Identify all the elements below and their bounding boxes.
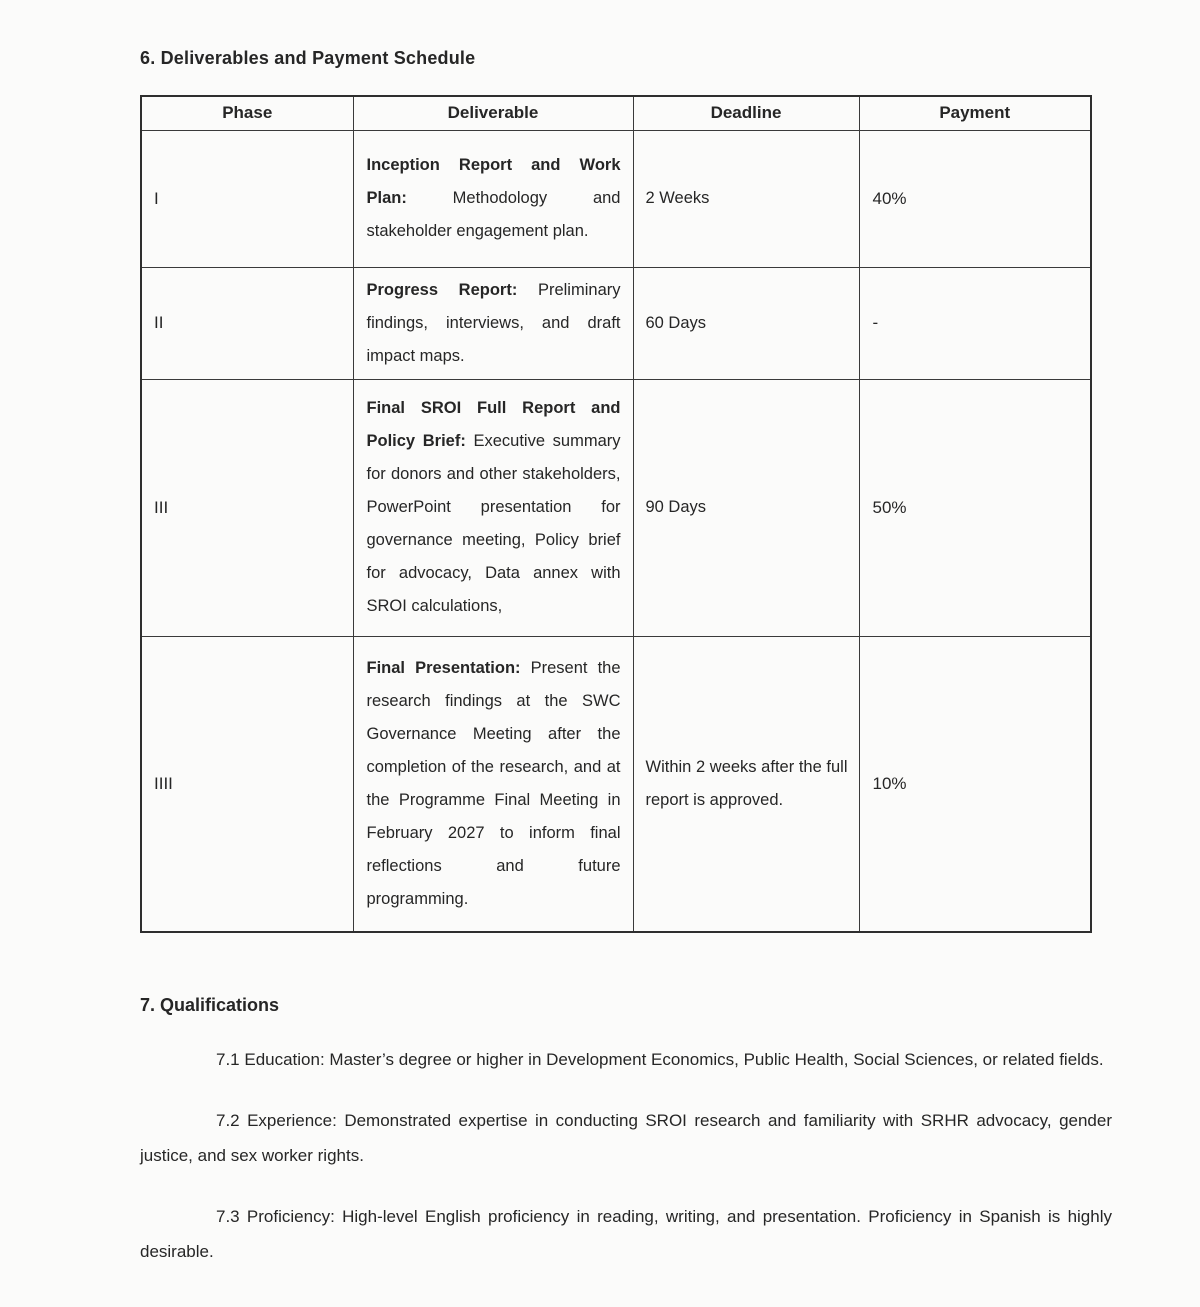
table-header-row: [141, 96, 1091, 130]
deadline-cell: 90 Days: [633, 379, 859, 636]
deliverable-title: Inception Report and Work Plan:: [366, 156, 621, 207]
phase-cell: III: [141, 379, 353, 636]
deliverable-description: Executive summary for donors and other stakeholders, PowerPoint presentation for governance meeting, Policy brief for advocacy, Data annex with SROI calculations,: [366, 432, 621, 615]
column-header-deadline: Deadline: [633, 96, 859, 130]
deliverable-description: Present the research findings at the SWC Governance Meeting after the completion of the research, and at the Programme Final Meeting in February 2027 to inform final reflections and future programming.: [366, 658, 621, 908]
qualification-experience: 7.2 Experience: Demonstrated expertise in conducting SROI research and familiarity with SRHR advocacy, gender justice, and sex worker rights.: [140, 1111, 1112, 1165]
qualification-proficiency: 7.3 Proficiency: High-level English proficiency in reading, writing, and presentation. Proficiency in Spanish is highly desirable.: [140, 1207, 1112, 1261]
deliverable-cell: [353, 267, 633, 379]
table-row-phase-2: [141, 267, 1091, 379]
deadline-cell: Within 2 weeks after the full report is approved.: [633, 636, 859, 932]
qualification-education: 7.1 Education: Master’s degree or higher in Development Economics, Public Health, Social Sciences, or related fields.: [216, 1050, 1104, 1069]
table-row-phase-3: [141, 379, 1091, 636]
table-row-phase-4: [141, 636, 1091, 932]
phase-cell: IIII: [141, 636, 353, 932]
deliverable-cell: [353, 636, 633, 932]
payment-cell: 50%: [859, 379, 1091, 636]
deliverable-cell: [353, 379, 633, 636]
column-header-deliverable: Deliverable: [353, 96, 633, 130]
deliverable-description: Preliminary findings, interviews, and draft impact maps.: [366, 280, 621, 365]
deliverable-title: Final Presentation:: [366, 658, 521, 677]
deliverable-cell: [353, 130, 633, 267]
deliverable-description: Methodology and stakeholder engagement plan.: [366, 189, 621, 240]
payment-cell: 40%: [859, 130, 1091, 267]
column-header-phase: Phase: [141, 96, 353, 130]
section6-heading: 6. Deliverables and Payment Schedule: [140, 48, 476, 68]
table-row-phase-1: [141, 130, 1091, 267]
deadline-cell: 60 Days: [633, 267, 859, 379]
phase-cell: II: [141, 267, 353, 379]
payment-cell: -: [859, 267, 1091, 379]
deliverables-payment-table: [140, 95, 1092, 933]
payment-cell: 10%: [859, 636, 1091, 932]
column-header-payment: Payment: [859, 96, 1091, 130]
phase-cell: I: [141, 130, 353, 267]
section7-heading: 7. Qualifications: [140, 995, 280, 1015]
deliverable-title: Progress Report:: [366, 280, 518, 299]
deadline-cell: 2 Weeks: [633, 130, 859, 267]
deliverable-title: Final SROI Full Report and Policy Brief:: [366, 399, 621, 450]
